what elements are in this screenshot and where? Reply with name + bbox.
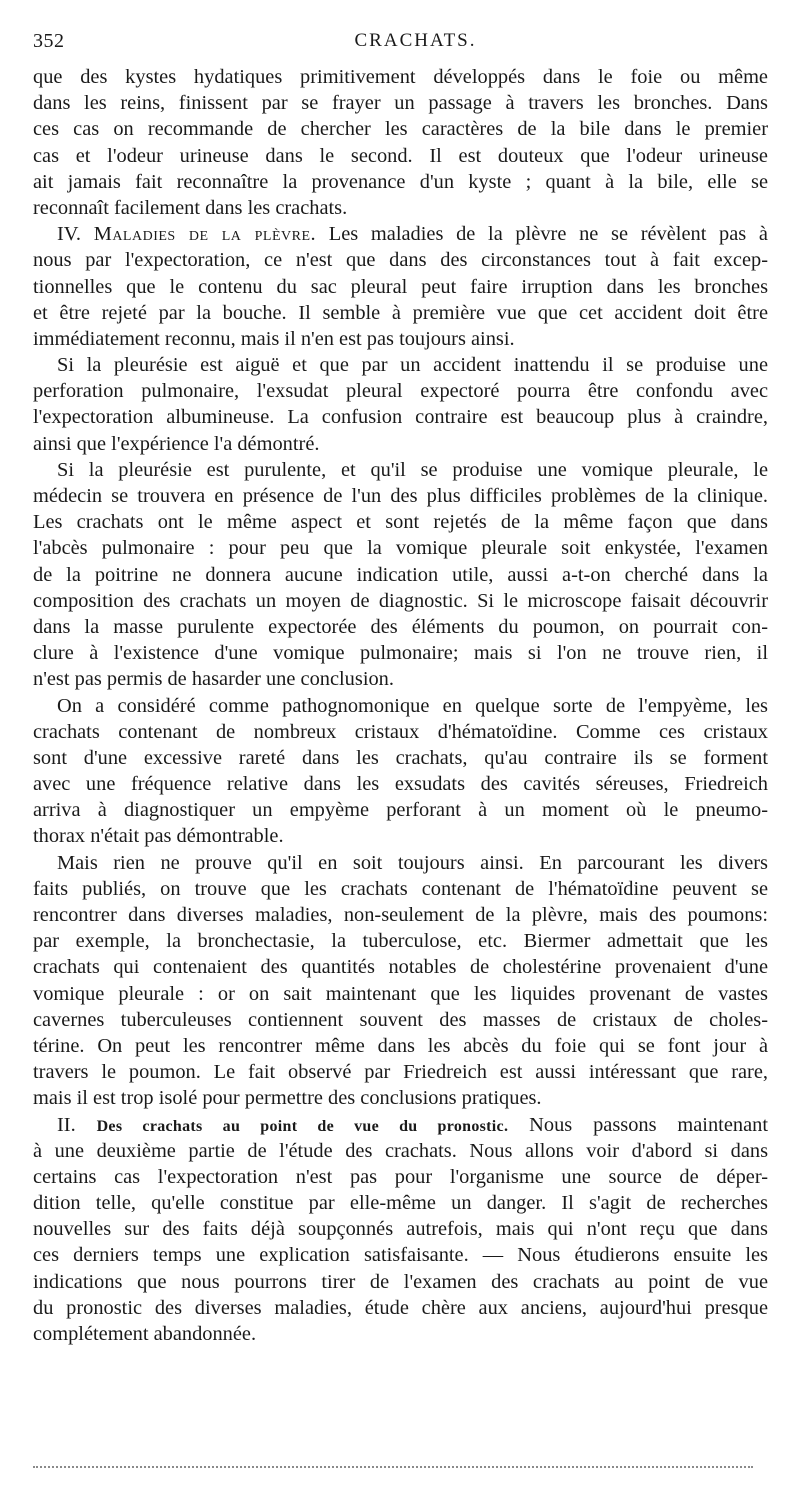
text-line	[33, 954, 768, 980]
text-line	[33, 771, 768, 797]
line-text: Les crachats ont le même aspect et sont rejetés de la même façon que dans	[33, 511, 768, 534]
line-text: travers le poumon. Le fait observé par Friedreich est aussi intéressant que rare,	[33, 1061, 768, 1084]
line-text: dition telle, qu'elle constitue par elle-même un danger. Il s'agit de recherches	[33, 1192, 768, 1215]
text-line	[33, 1138, 768, 1164]
text-line	[33, 850, 768, 876]
line-text: à une deuxième partie de l'étude des crachats. Nous allons voir d'abord si dans	[33, 1139, 768, 1162]
text-line	[33, 404, 768, 430]
line-text: nouvelles sur des faits déjà soupçonnés autrefois, mais qui n'ont reçu que dans	[33, 1218, 768, 1241]
text-line	[33, 431, 768, 457]
text-line	[33, 562, 768, 588]
section-number: II.	[57, 1113, 97, 1136]
line-text: thorax n'était pas démontrable.	[33, 825, 284, 848]
text-line	[33, 169, 768, 195]
page-header	[33, 28, 768, 62]
line-text: l'expectoration albumineuse. La confusion contraire est beaucoup plus à craindre,	[33, 406, 768, 429]
line-text: indications que nous pourrons tirer de l'examen des crachats au point de vue	[33, 1270, 768, 1293]
text-line	[33, 928, 768, 954]
line-text: ces derniers temps une explication satisfaisante. — Nous étudierons ensuite les	[33, 1244, 768, 1267]
text-line	[33, 352, 768, 378]
line-text: perforation pulmonaire, l'exsudat pleural expectoré pourra être confondu avec	[33, 380, 768, 403]
section-heading: Des crachats au point de vue du pronostic.	[96, 1117, 509, 1135]
text-line	[33, 1112, 768, 1138]
line-text: tionnelles que le contenu du sac pleural peut faire irruption dans les bronches	[33, 275, 768, 298]
text-line	[33, 823, 768, 849]
text-line	[33, 1295, 768, 1321]
line-text: immédiatement reconnu, mais il n'en est pas toujours ainsi.	[33, 327, 515, 350]
line-text: de la poitrine ne donnera aucune indication utile, aussi a-t-on cherché dans la	[33, 563, 768, 586]
line-text: cas et l'odeur urineuse dans le second. Il est douteux que l'odeur urineuse	[33, 144, 768, 167]
line-text: nous par l'expectoration, ce n'est que dans des circonstances tout à fait excep-	[33, 249, 768, 272]
text-line	[33, 195, 768, 221]
line-text: Si la pleurésie est aiguë et que par un accident inattendu il se produise une	[57, 354, 768, 377]
footer-dotted-rule	[33, 1466, 753, 1468]
line-text: cavernes tuberculeuses contiennent souvent des masses de cristaux de choles-	[33, 1008, 768, 1031]
text-line	[33, 1190, 768, 1216]
text-line	[33, 1007, 768, 1033]
line-text: Nous passons maintenant	[508, 1113, 768, 1136]
text-line	[33, 693, 768, 719]
line-text: Les maladies de la plèvre ne se révèlent pas à	[316, 223, 768, 246]
line-text: crachats contenant de nombreux cristaux d'hématoïdine. Comme ces cristaux	[33, 720, 768, 743]
text-line	[33, 221, 768, 247]
line-text: mais il est trop isolé pour permettre des conclusions pratiques.	[33, 1087, 542, 1110]
text-line	[33, 745, 768, 771]
line-text: composition des crachats un moyen de diagnostic. Si le microscope faisait découvrir	[33, 589, 768, 612]
text-line	[33, 509, 768, 535]
line-text: du pronostic des diverses maladies, étude chère aux anciens, aujourd'hui presque	[33, 1296, 768, 1319]
line-text: complétement abandonnée.	[33, 1323, 257, 1345]
text-line	[33, 876, 768, 902]
text-line	[33, 1164, 768, 1190]
text-line	[33, 1085, 768, 1111]
line-text: arriva à diagnostiquer un empyème perforant à un moment où le pneumo-	[33, 799, 768, 822]
text-line	[33, 902, 768, 928]
text-line	[33, 116, 768, 142]
line-text: avec une fréquence relative dans les exsudats des cavités séreuses, Friedreich	[33, 773, 768, 796]
line-text: certains cas l'expectoration n'est pas pour l'organisme une source de déper-	[33, 1165, 768, 1188]
text-line	[33, 300, 768, 326]
section-number: IV.	[57, 223, 94, 246]
line-text: clure à l'existence d'une vomique pulmonaire; mais si l'on ne trouve rien, il	[33, 642, 768, 665]
text-line	[33, 588, 768, 614]
text-line	[33, 483, 768, 509]
text-line	[33, 666, 768, 692]
text-line	[33, 143, 768, 169]
line-text: ainsi que l'expérience l'a démontré.	[33, 432, 320, 455]
line-text: et être rejeté par la bouche. Il semble à première vue que cet accident doit être	[33, 301, 768, 324]
text-line	[33, 719, 768, 745]
line-text: sont d'une excessive rareté dans les crachats, qu'au contraire ils se forment	[33, 746, 768, 769]
text-line	[33, 1269, 768, 1295]
text-line	[33, 64, 768, 90]
text-line	[33, 1216, 768, 1242]
text-line	[33, 1059, 768, 1085]
text-line	[33, 535, 768, 561]
line-text: térine. On peut les rencontrer même dans les abcès du foie qui se font jour à	[33, 1034, 768, 1057]
text-line	[33, 981, 768, 1007]
line-text: ait jamais fait reconnaître la provenance d'un kyste ; quant à la bile, elle se	[33, 170, 768, 193]
line-text: médecin se trouvera en présence de l'un des plus difficiles problèmes de la clinique.	[33, 485, 768, 507]
line-text: reconnaît facilement dans les crachats.	[33, 196, 348, 219]
text-line	[33, 1321, 768, 1347]
text-line	[33, 640, 768, 666]
line-text: faits publiés, on trouve que les crachats contenant de l'hématoïdine peuvent se	[33, 877, 768, 900]
line-text: que des kystes hydatiques primitivement développés dans le foie ou même	[33, 66, 768, 88]
line-text: Mais rien ne prouve qu'il en soit toujours ainsi. En parcourant les divers	[57, 851, 768, 874]
text-line	[33, 797, 768, 823]
body-text	[33, 64, 768, 1347]
line-text: rencontrer dans diverses maladies, non-seulement de la plèvre, mais des poumons:	[33, 904, 768, 926]
text-line	[33, 274, 768, 300]
line-text: l'abcès pulmonaire : pour peu que la vomique pleurale soit enkystée, l'examen	[33, 537, 768, 560]
line-text: par exemple, la bronchectasie, la tuberculose, etc. Biermer admettait que les	[33, 930, 768, 953]
line-text: dans la masse purulente expectorée des éléments du poumon, on pourrait con-	[33, 615, 768, 638]
line-text: On a considéré comme pathognomonique en quelque sorte de l'empyème, les	[57, 694, 768, 717]
line-text: crachats qui contenaient des quantités notables de cholestérine provenaient d'une	[33, 956, 768, 979]
text-line	[33, 326, 768, 352]
line-text: vomique pleurale : or on sait maintenant que les liquides provenant de vastes	[33, 982, 768, 1005]
text-line	[33, 614, 768, 640]
text-line	[33, 457, 768, 483]
text-line	[33, 247, 768, 273]
line-text: ces cas on recommande de chercher les caractères de la bile dans le premier	[33, 118, 768, 141]
line-text: n'est pas permis de hasarder une conclusion.	[33, 668, 394, 691]
text-line	[33, 90, 768, 116]
running-head: CRACHATS.	[354, 30, 477, 51]
line-text: dans les reins, finissent par se frayer un passage à travers les bronches. Dans	[33, 92, 768, 115]
text-line	[33, 378, 768, 404]
line-text: Si la pleurésie est purulente, et qu'il se produise une vomique pleurale, le	[57, 458, 768, 481]
page-number: 352	[33, 30, 65, 52]
text-line	[33, 1242, 768, 1268]
text-line	[33, 1033, 768, 1059]
section-heading: Maladies de la plèvre.	[93, 223, 317, 246]
